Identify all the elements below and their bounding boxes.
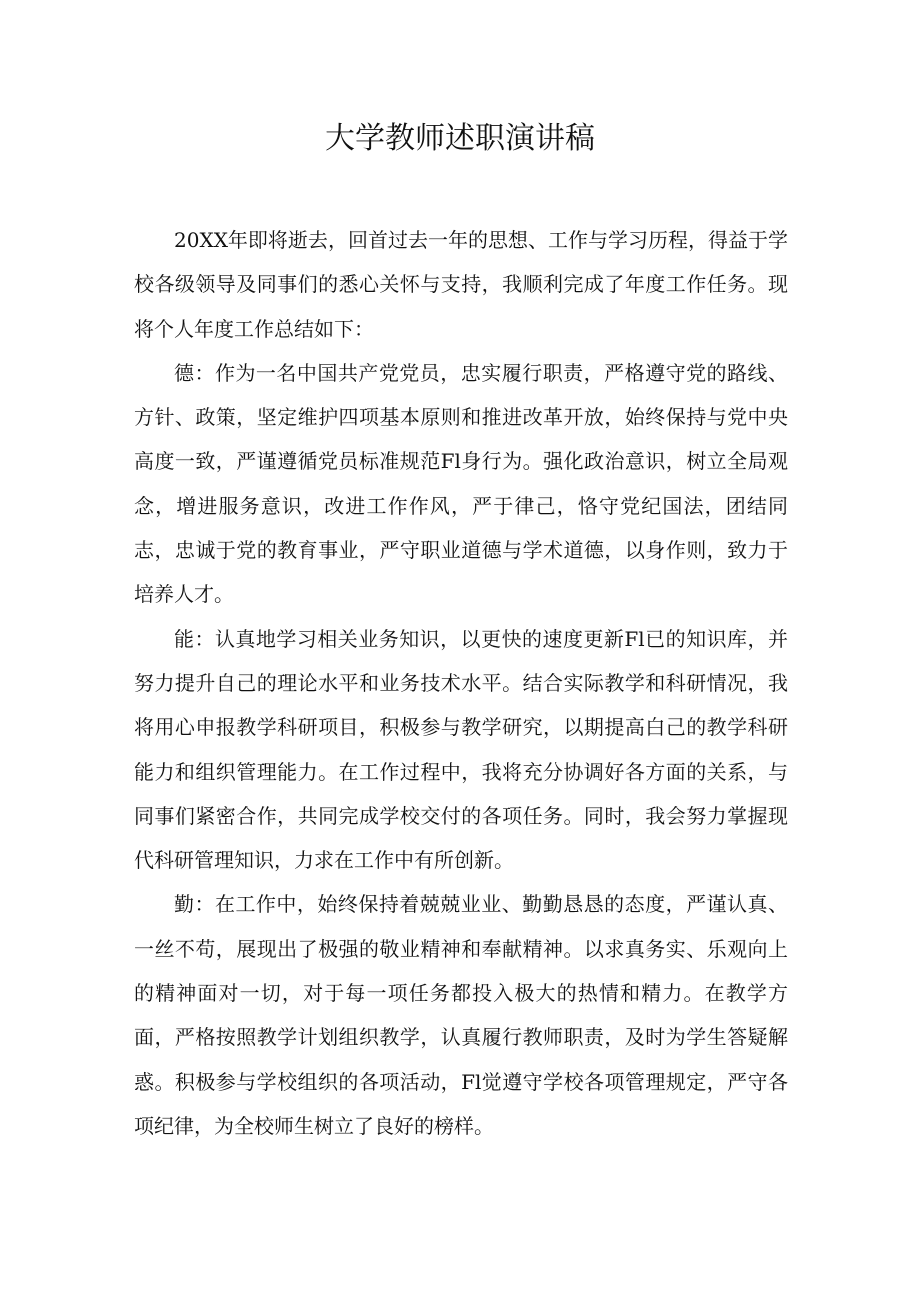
document-title: 大学教师述职演讲稿: [325, 121, 595, 156]
document-body: [134, 218, 788, 1148]
paragraph-intro: 20XX年即将逝去，回首过去一年的思想、工作与学习历程，得益于学校各级领导及同事们的悉心关怀与支持，我顺利完成了年度工作任务。现将个人年度工作总结如下：: [134, 228, 788, 341]
paragraph-neng: 能：认真地学习相关业务知识，以更快的速度更新Fl已的知识库，并努力提升自己的理论水平和业务技术水平。结合实际教学和科研情况，我将用心申报教学科研项目，积极参与教学研究，以期提高白己的教学科研能力和组织管理能力。在工作过程中，我将充分协调好各方面的关系，与同事们紧密合作，共同完成学校交付的各项任务。同时，我会努力掌握现代科研管理知识，力求在工作中有所创新。: [134, 626, 788, 873]
paragraph-qin: 勤：在工作中，始终保持着兢兢业业、勤勤恳恳的态度，严谨认真、一丝不苟，展现出了极强的敬业精神和奉献精神。以求真务实、乐观向上的精神面对一切，对于每一项任务都投入极大的热情和精力。在教学方面，严格按照教学计划组织教学，认真履行教师职责，及时为学生答疑解惑。积极参与学校组织的各项活动，Fl觉遵守学校各项管理规定，严守各项纪律，为全校师生树立了良好的榜样。: [134, 892, 788, 1138]
paragraph-de: 德：作为一名中国共产党党员，忠实履行职责，严格遵守党的路线、方针、政策，坚定维护四项基本原则和推进改革开放，始终保持与党中央高度一致，严谨遵循党员标准规范Fl身行为。强化政治意识，树立全局观念，增进服务意识，改进工作作风，严于律己，恪守党纪国法，团结同志，忠诚于党的教育事业，严守职业道德与学术道德，以身作则，致力于培养人才。: [134, 360, 788, 607]
